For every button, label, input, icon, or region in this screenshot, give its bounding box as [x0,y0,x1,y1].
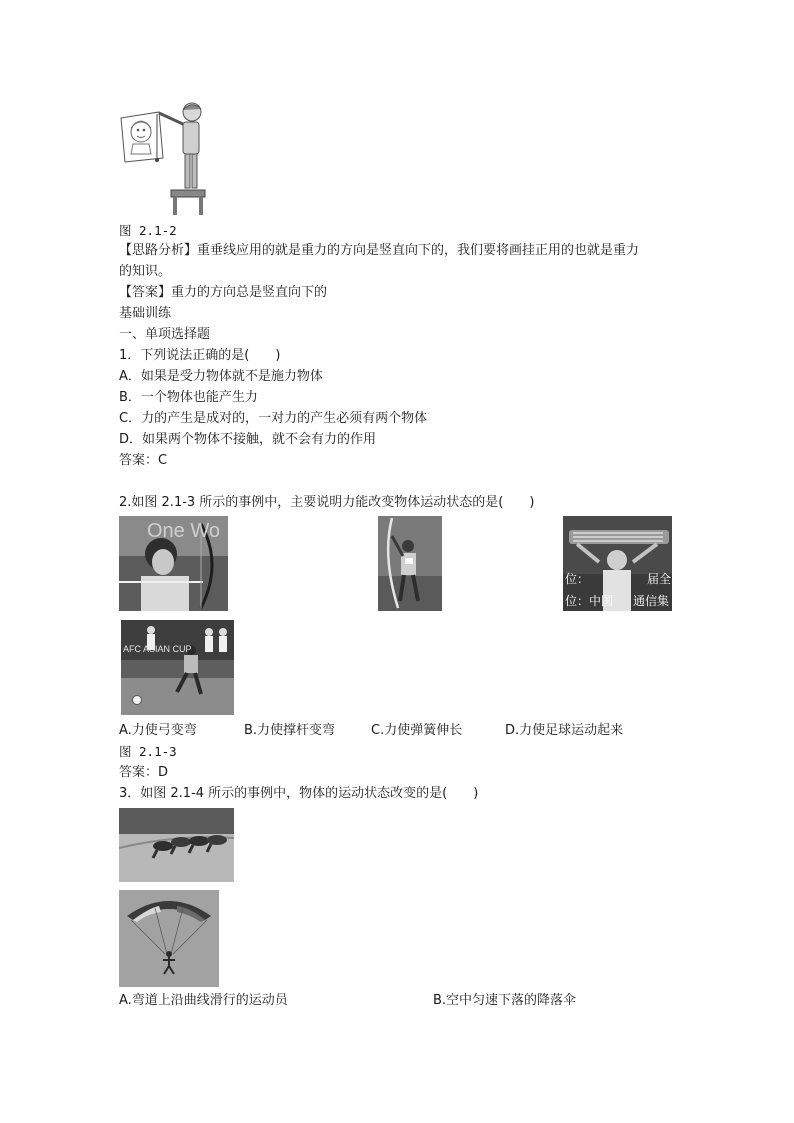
banner-text-1: 位： [565,572,590,586]
stadium-banner-text: AFC ASIAN CUP [123,644,192,654]
q3-stem: 3．如图 2.1-4 所示的事例中，物体的运动状态改变的是( ) [119,786,479,801]
banner-text-4: 通信集 [633,594,670,608]
answer-prefix: 【答案】 [119,285,172,300]
q1-option-a: A．如果是受力物体就不是施力物体 [119,369,323,384]
section-subtitle: 一、单项选择题 [119,327,211,342]
q3-option-a: A.弯道上沿曲线滑行的运动员 [119,993,288,1008]
figure-plumb-line-illustration [119,100,209,217]
photo-pole-vaulter [378,516,442,611]
q2-answer: 答案：D [119,765,169,780]
answer-text: 重力的方向总是竖直向下的 [171,285,328,300]
q3-option-b: B.空中匀速下落的降落伞 [433,993,577,1008]
q2-stem: 2.如图 2.1-3 所示的事例中，主要说明力能改变物体运动状态的是( ) [119,495,535,510]
photo-spring-stretcher [563,516,672,611]
analysis-line-1 [119,242,639,260]
q2-option-d: D.力使足球运动起来 [505,723,624,738]
figure-caption-2-1-3: 图 2.1-3 [119,744,177,759]
answer-line [119,284,327,302]
q1-option-d: D．如果两个物体不接触，就不会有力的作用 [119,432,377,447]
q1-option-b: B．一个物体也能产生力 [119,390,258,405]
q2-option-a: A.力使弓变弯 [119,723,197,738]
q2-option-c: C.力使弹簧伸长 [371,723,463,738]
q2-option-b: B.力使撑杆变弯 [244,723,336,738]
q1-answer: 答案：C [119,453,168,468]
analysis-line-2: 的知识。 [119,264,172,279]
photo-speed-skaters [119,808,234,882]
banner-text-3: 位：中国 [565,594,614,608]
figure-caption-2-1-2: 图 2.1-2 [119,223,177,238]
analysis-prefix: 【思路分析】 [119,243,198,258]
q1-stem: 1．下列说法正确的是( ) [119,348,281,363]
q1-option-c: C．力的产生是成对的，一对力的产生必须有两个物体 [119,411,428,426]
section-title: 基础训练 [119,306,172,321]
photo-football-kick [121,620,234,715]
banner-text-2: 届全 [647,572,672,586]
photo-archer [119,516,228,611]
archer-backdrop-text: One Wo [147,520,220,542]
analysis-text: 重垂线应用的就是重力的方向是竖直向下的，我们要将画挂正用的也就是重力 [197,243,640,258]
photo-parachute [119,890,219,987]
